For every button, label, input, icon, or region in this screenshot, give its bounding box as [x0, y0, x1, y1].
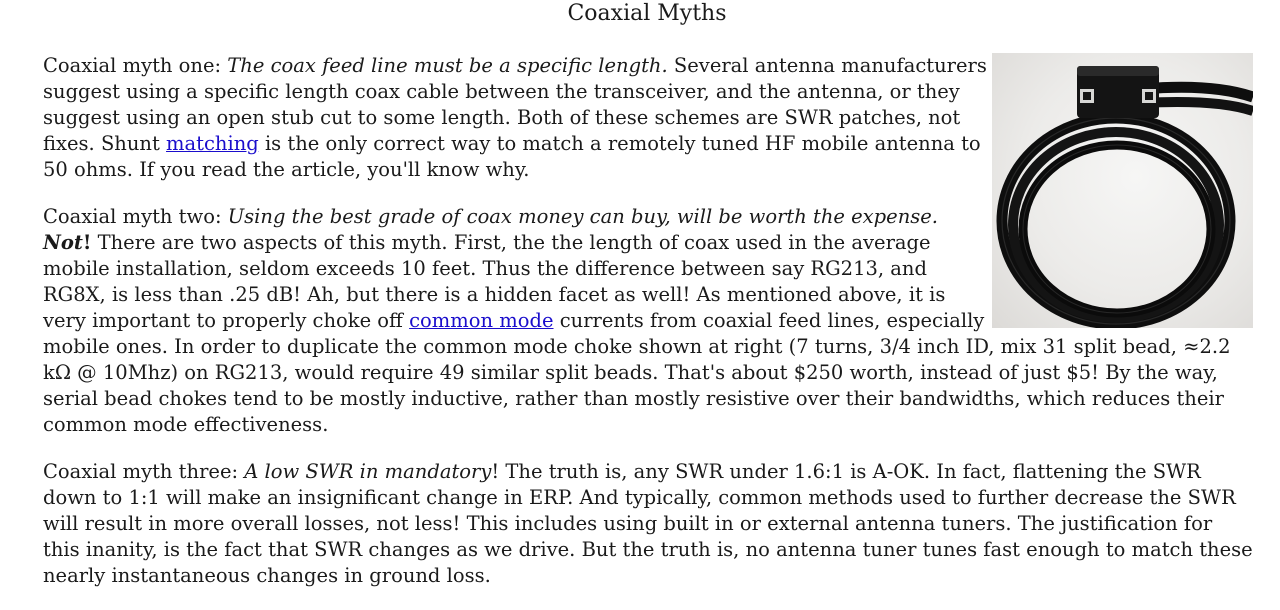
myth-one-text: Several antenna manufacturers suggest using a specific length coax cable between the transceiver, and the antenna, or they suggest using an open stub cut to some length. Both of these schemes are SWR patches, not fixes. Shunt	[43, 54, 987, 155]
myth-three-claim: A low SWR in mandatory	[244, 460, 492, 483]
page-title: Coaxial Myths	[567, 1, 727, 26]
myth-one-lead: Coaxial myth one:	[43, 54, 228, 77]
myth-two-claim: Using the best grade of coax money can buy, will be worth the expense.	[227, 205, 939, 228]
myth-two-text: There are two aspects of this myth. First, the the length of coax used in the average mobile installation, seldom exceeds 10 feet. Thus the difference between say RG213, and RG8X, is less than .25 dB! Ah, but there is a hidden facet as well! As mentioned above, it is very important to properly choke off	[43, 231, 946, 332]
myth-one-claim: The coax feed line must be a specific length.	[227, 54, 668, 77]
coax-choke-photo	[992, 53, 1253, 328]
matching-link[interactable]: matching	[166, 132, 259, 155]
myth-one-text-end: is the only correct way to match a remotely tuned HF mobile antenna to 50 ohms. If you read the article, you'll know why.	[43, 132, 981, 181]
common-mode-link[interactable]: common mode	[409, 309, 554, 332]
myth-two-not: Not!	[43, 231, 92, 254]
myth-three-text: ! The truth is, any SWR under 1.6:1 is A-OK. In fact, flattening the SWR down to 1:1 will make an insignificant change in ERP. And typically, common methods used to further decrease the SWR will result in more overall losses, not less! This includes using built in or external antenna tuners. The justification for this inanity, is the fact that SWR changes as we drive. But the truth is, no antenna tuner tunes fast enough to match these nearly instantaneous changes in ground loss.	[43, 460, 1253, 587]
myth-three-paragraph	[43, 459, 1253, 589]
myth-three-lead: Coaxial myth three:	[43, 460, 245, 483]
myth-two-lead: Coaxial myth two:	[43, 205, 228, 228]
coax-choke-icon	[992, 53, 1253, 328]
myth-two-text-end: currents from coaxial feed lines, especially mobile ones. In order to duplicate the common mode choke shown at right (7 turns, 3/4 inch ID, mix 31 split bead, ≈2.2 kΩ @ 10Mhz) on RG213, would require 49 similar split beads. That's about $250 worth, instead of just $5! By the way, serial bead chokes tend to be mostly inductive, rather than mostly resistive over their bandwidths, which reduces their common mode effectiveness.	[43, 309, 1231, 436]
article-body	[43, 53, 1253, 610]
